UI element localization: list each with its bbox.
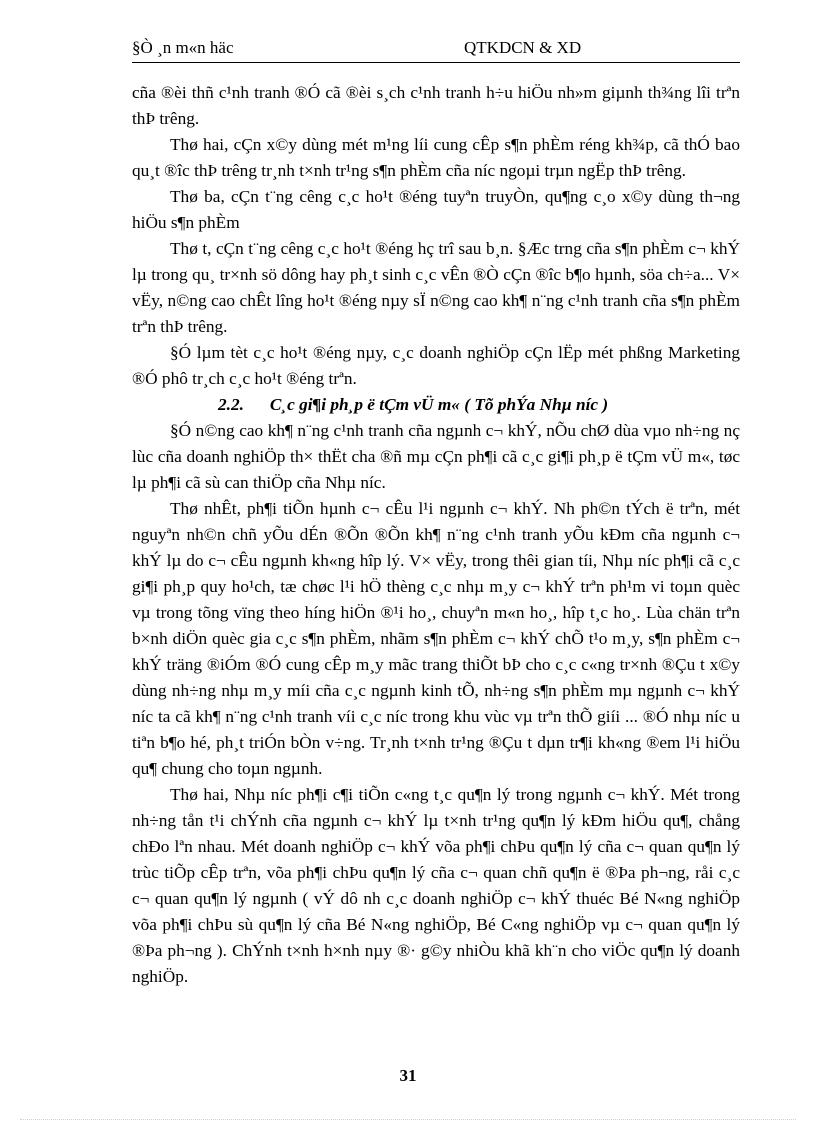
header-subject-code: QTKDCN & XD (464, 38, 582, 57)
paragraph-macro-second: Thø hai, Nhµ níc ph¶i c¶i tiÕn c«ng t¸c qu¶n lý trong ngµnh c¬ khÝ. Mét trong nh÷ng tån t¹i chÝnh cña ngµnh c¬ khÝ lµ t×nh tr¹ng qu¶n lý kÐm hiÖu qu¶, chång chÐo lªn nhau. Mét doanh nghiÖp c¬ khÝ võa ph¶i chÞu qu¶n lý cña c¬ quan qu¶n lý trùc tiÕp cÊp trªn, võa ph¶i chÞu qu¶n lý cña c¬ quan chñ qu¶n ë ®Þa ph¬ng, råi c¸c c¬ quan qu¶n lý ngµnh ( vÝ dô nh c¸c doanh nghiÖp c¬ khÝ thuéc Bé N«ng nghiÖp võa ph¶i chÞu sù qu¶n lý cña Bé N«ng nghiÖp, Bé C«ng nghiÖp vµ c¬ quan qu¶n lý ®Þa ph¬ng ). ChÝnh t×nh h×nh nµy ®· g©y nhiÒu khã kh¨n cho viÖc qu¶n lý doanh nghiÖp. (132, 785, 740, 986)
paragraph-macro-first: Thø nhÊt, ph¶i tiÕn hµnh c¬ cÊu l¹i ngµnh c¬ khÝ. Nh ph©n tÝch ë trªn, mét nguyªn nh©n chñ yÕu dÉn ®Õn ®Õn kh¶ n¨ng c¹nh tranh yÕu kÐm cña ngµnh c¬ khÝ lµ do c¬ cÊu ngµnh kh«ng hîp lý. V× vËy, trong thêi gian tíi, Nhµ níc ph¶i cã c¸c gi¶i ph¸p quy ho¹ch, tæ chøc l¹i hÖ thèng c¸c nhµ m¸y c¬ khÝ trªn ph¹m vi toµn quèc vµ trong tõng vïng theo híng hiÖn ®¹i ho¸, chuyªn m«n ho¸, hîp t¸c ho¸. Lùa chän trªn b×nh diÖn quèc gia c¸c s¶n phÈm, nhãm s¶n phÈm c¬ khÝ chÕ t¹o m¸y, s¶n phÈm c¬ khÝ träng ®iÓm ®Ó cung cÊp m¸y mãc trang thiÕt bÞ cho c¸c c«ng tr×nh ®Çu t x©y dùng nh÷ng nhµ m¸y míi cña c¸c ngµnh kinh tÕ, nh÷ng s¶n phÈm mµ ngµnh c¬ khÝ níc ta cã kh¶ n¨ng c¹nh tranh víi c¸c níc trong khu vùc vµ trªn thÕ giíi ... ®Ó nhµ níc u tiªn b¶o hé, ph¸t triÓn bÒn v÷ng. Tr¸nh t×nh tr¹ng ®Çu t dµn tr¶i kh«ng ®em l¹i hiÖu qu¶ chung cho toµn ngµnh. (132, 499, 740, 778)
section-heading: 2.2. C¸c gi¶i ph¸p ë tÇm vÜ m« ( Tõ phÝa Nhµ níc ) (218, 395, 609, 414)
page-header (132, 38, 740, 64)
document-body (132, 80, 740, 990)
header-rule (132, 62, 740, 63)
paragraph-second-measure: Thø hai, cÇn x©y dùng mét m¹ng líi cung cÊp s¶n phÈm réng kh¾p, cã thÓ bao qu¸t ®îc thÞ trêng tr¸nh t×nh tr¹ng s¶n phÈm cña níc ngoµi trµn ngËp thÞ trêng. (132, 135, 740, 180)
paragraph-marketing: §Ó lµm tèt c¸c ho¹t ®éng nµy, c¸c doanh nghiÖp cÇn lËp mét phßng Marketing ®Ó phô tr¸ch c¸c ho¹t ®éng trªn. (132, 343, 740, 388)
paragraph-macro-intro: §Ó n©ng cao kh¶ n¨ng c¹nh tranh cña ngµnh c¬ khÝ, nÕu chØ dùa vµo nh÷ng nç lùc cña doanh nghiÖp th× thËt cha ®ñ mµ cÇn ph¶i cã c¸c gi¶i ph¸p ë tÇm vÜ m«, tøc lµ ph¶i cã sù can thiÖp cña Nhµ níc. (132, 421, 740, 492)
paragraph-continuation: cña ®èi thñ c¹nh tranh ®Ó cã ®èi s¸ch c¹nh tranh h÷u hiÖu nh»m giµnh th¾ng lîi trªn thÞ trêng. (132, 83, 740, 128)
page-bottom-divider (20, 1119, 796, 1120)
paragraph-third-measure: Thø ba, cÇn t¨ng cêng c¸c ho¹t ®éng tuyªn truyÒn, qu¶ng c¸o x©y dùng th¬ng hiÖu s¶n phÈm (132, 187, 740, 232)
page-number: 31 (399, 1066, 417, 1085)
header-course-title: §Ò ¸n m«n häc (132, 38, 234, 57)
paragraph-fourth-measure: Thø t, cÇn t¨ng cêng c¸c ho¹t ®éng hç trî sau b¸n. §Æc trng cña s¶n phÈm c¬ khÝ lµ trong qu¸ tr×nh sö dông hay ph¸t sinh c¸c vÊn ®Ò cÇn ®îc b¶o hµnh, söa ch÷a... V× vËy, n©ng cao chÊt lîng ho¹t ®éng nµy sÏ n©ng cao kh¶ n¨ng c¹nh tranh cña s¶n phÈm trªn thÞ trêng. (132, 239, 740, 336)
